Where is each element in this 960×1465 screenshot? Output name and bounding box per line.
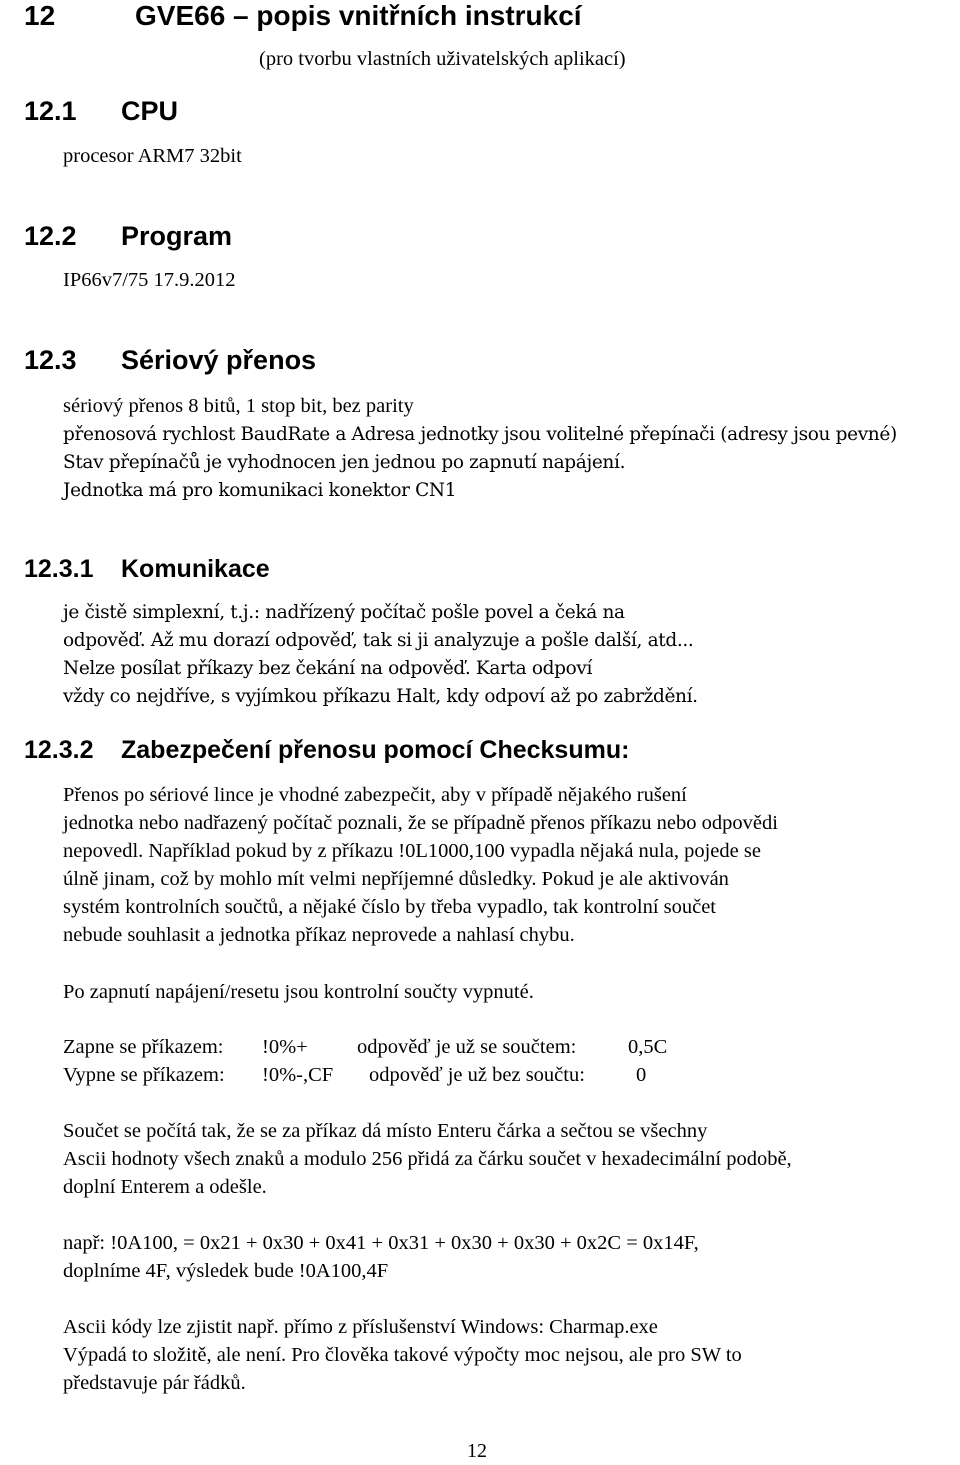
- checksum-on-value: 0,5C: [628, 1036, 668, 1058]
- communication-line: vždy co nejdříve, s vyjímkou příkazu Halt, kdy odpoví až po zabrždění.: [63, 686, 698, 707]
- serial-line: Stav přepínačů je vyhodnocen jen jednou po zapnutí napájení.: [63, 452, 626, 473]
- checksum-paragraph-4: [63, 1229, 699, 1285]
- checksum-line: systém kontrolních součtů, a nějaké číslo by třeba vypadlo, tak kontrolní součet: [63, 896, 717, 918]
- checksum-line: úlně jinam, což by mohlo mít velmi nepříjemné důsledky. Pokud je ale aktivován: [63, 868, 729, 890]
- program-number: 12.2: [24, 221, 77, 251]
- serial-body: [63, 421, 897, 505]
- communication-number: 12.3.1: [24, 555, 94, 583]
- checksum-off-value: 0: [636, 1064, 647, 1086]
- checksum-paragraph-2: Po zapnutí napájení/resetu jsou kontrolní součty vypnuté.: [63, 981, 534, 1003]
- checksum-paragraph-5: [63, 1313, 742, 1397]
- checksum-line: Ascii kódy lze zjistit např. přímo z příslušenství Windows: Charmap.exe: [63, 1316, 658, 1338]
- page-number: 12: [467, 1440, 487, 1462]
- checksum-line: doplníme 4F, výsledek bude !0A100,4F: [63, 1260, 389, 1282]
- communication-line: je čistě simplexní, t.j.: nadřízený počítač pošle povel a čeká na: [63, 602, 625, 623]
- checksum-line: nebude souhlasit a jednotka příkaz neprovede a nahlasí chybu.: [63, 924, 575, 946]
- checksum-paragraph-1: [63, 781, 778, 949]
- checksum-line: Přenos po sériové lince je vhodné zabezpečit, aby v případě nějakého rušení: [63, 784, 687, 806]
- checksum-line: Součet se počítá tak, že se za příkaz dá místo Enteru čárka a sečtou se všechny: [63, 1120, 708, 1142]
- checksum-line: např: !0A100, = 0x21 + 0x30 + 0x41 + 0x31 + 0x30 + 0x30 + 0x2C = 0x14F,: [63, 1232, 699, 1254]
- checksum-line: Výpadá to složitě, ale není. Pro člověka takové výpočty moc nejsou, ale pro SW to: [63, 1344, 742, 1366]
- communication-line: Nelze posílat příkazy bez čekání na odpověď. Karta odpoví: [63, 658, 593, 679]
- communication-title: Komunikace: [121, 555, 270, 583]
- checksum-paragraph-3: [63, 1117, 792, 1201]
- checksum-line: doplní Enterem a odešle.: [63, 1176, 267, 1198]
- checksum-title: Zabezpečení přenosu pomocí Checksumu:: [121, 736, 630, 764]
- checksum-line: představuje pár řádků.: [63, 1372, 246, 1394]
- checksum-on-command: !0%+: [262, 1036, 308, 1058]
- checksum-on-label: Zapne se příkazem:: [63, 1036, 224, 1058]
- serial-line: přenosová rychlost BaudRate a Adresa jednotky jsou volitelné přepínači (adresy jsou pevné): [63, 424, 897, 445]
- checksum-line: Ascii hodnoty všech znaků a modulo 256 přidá za čárku součet v hexadecimální podobě,: [63, 1148, 792, 1170]
- cpu-title: CPU: [121, 96, 179, 126]
- checksum-on-response: odpověď je už se součtem:: [357, 1036, 577, 1058]
- cpu-number: 12.1: [24, 96, 77, 126]
- checksum-number: 12.3.2: [24, 736, 94, 764]
- chapter-subtitle: (pro tvorbu vlastních uživatelských aplikací): [259, 48, 626, 70]
- checksum-off-response: odpověď je už bez součtu:: [369, 1064, 585, 1086]
- communication-line: odpověď. Až mu dorazí odpověď, tak si ji analyzuje a pošle další, atd...: [63, 630, 694, 651]
- checksum-off-command: !0%-,CF: [262, 1064, 334, 1086]
- communication-body: [63, 599, 698, 711]
- serial-line: sériový přenos 8 bitů, 1 stop bit, bez parity: [63, 395, 414, 417]
- serial-number: 12.3: [24, 345, 77, 375]
- serial-line: Jednotka má pro komunikaci konektor CN1: [63, 480, 457, 501]
- checksum-off-label: Vypne se příkazem:: [63, 1064, 225, 1086]
- program-title: Program: [121, 221, 233, 251]
- checksum-line: jednotka nebo nadřazený počítač poznali, že se případně přenos příkazu nebo odpovědi: [63, 812, 778, 834]
- serial-title: Sériový přenos: [121, 345, 317, 375]
- chapter-number: 12: [24, 0, 56, 31]
- program-text: IP66v7/75 17.9.2012: [63, 269, 236, 291]
- cpu-text: procesor ARM7 32bit: [63, 145, 242, 167]
- checksum-line: nepovedl. Například pokud by z příkazu !0L1000,100 vypadla nějaká nula, pojede se: [63, 840, 761, 862]
- chapter-title: GVE66 – popis vnitřních instrukcí: [135, 0, 582, 31]
